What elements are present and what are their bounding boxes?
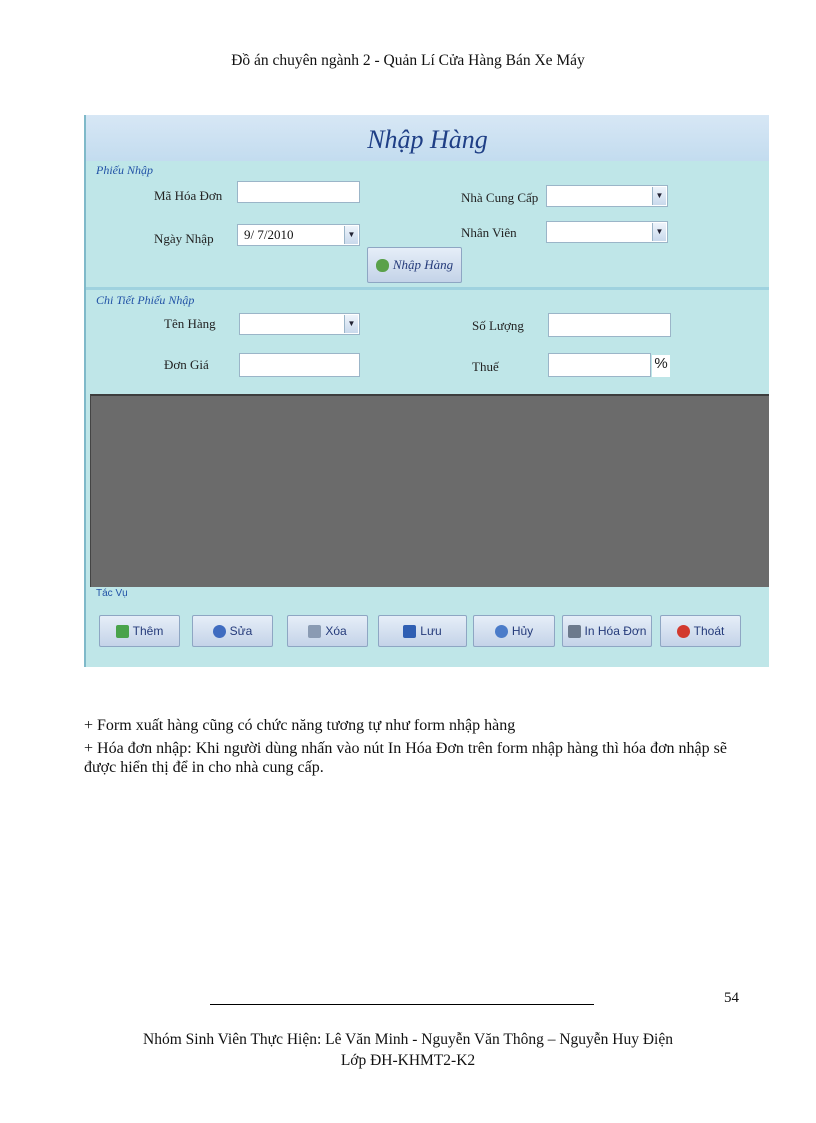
section-label-phieu-nhap: Phiếu Nhập <box>96 163 153 177</box>
paragraph-2: + Hóa đơn nhập: Khi người dùng nhấn vào nút In Hóa Đơn trên form nhập hàng thì hóa đơn nhập sẽ được hiển thị để in cho nhà cung cấp. <box>84 740 727 776</box>
nhap-hang-form <box>84 115 769 667</box>
section-divider <box>86 287 769 290</box>
thoat-button[interactable] <box>660 615 741 647</box>
nha-cung-cap-label: Nhà Cung Cấp <box>461 190 539 205</box>
ngay-nhap-datepicker[interactable] <box>237 224 360 246</box>
ngay-nhap-label: Ngày Nhập <box>154 231 214 246</box>
sua-button-label: Sửa <box>229 624 253 638</box>
printer-icon <box>568 625 581 638</box>
don-gia-input[interactable] <box>239 353 360 377</box>
plus-icon <box>116 625 129 638</box>
luu-button-label: Lưu <box>420 624 442 638</box>
paragraph-1: + Form xuất hàng cũng có chức năng tương tự như form nhập hàng <box>84 717 516 734</box>
chevron-down-icon[interactable]: ▼ <box>344 226 358 244</box>
footer-line-1: Nhóm Sinh Viên Thực Hiện: Lê Văn Minh - Nguyễn Văn Thông – Nguyễn Huy Điện <box>143 1031 673 1048</box>
so-luong-label: Số Lượng <box>472 318 524 333</box>
nhap-hang-button-label: Nhập Hàng <box>392 257 454 272</box>
thue-label: Thuế <box>472 359 499 374</box>
edit-icon <box>213 625 226 638</box>
ten-hang-select[interactable] <box>239 313 360 335</box>
save-icon <box>403 625 416 638</box>
ngay-nhap-value: 9/ 7/2010 <box>244 227 294 242</box>
them-button-label: Thêm <box>132 624 164 638</box>
huy-button[interactable] <box>473 615 555 647</box>
package-icon <box>376 259 389 272</box>
section-label-tac-vu: Tác Vụ <box>96 588 128 599</box>
delete-icon <box>308 625 321 638</box>
chevron-down-icon[interactable]: ▼ <box>344 315 358 333</box>
chi-tiet-data-grid[interactable] <box>90 394 769 587</box>
nhan-vien-select[interactable] <box>546 221 668 243</box>
page-header: Đồ án chuyên ngành 2 - Quản Lí Cửa Hàng Bán Xe Máy <box>231 52 585 69</box>
in-hoa-don-button[interactable] <box>562 615 652 647</box>
thoat-button-label: Thoát <box>693 624 725 638</box>
luu-button[interactable] <box>378 615 467 647</box>
nhap-hang-button[interactable] <box>367 247 462 283</box>
ma-hoa-don-label: Mã Hóa Đơn <box>154 188 223 203</box>
don-gia-label: Đơn Giá <box>164 357 209 372</box>
xoa-button[interactable] <box>287 615 368 647</box>
section-label-chi-tiet: Chi Tiết Phiếu Nhập <box>96 293 195 307</box>
chevron-down-icon[interactable]: ▼ <box>652 187 666 205</box>
thue-input[interactable] <box>548 353 651 377</box>
power-icon <box>677 625 690 638</box>
huy-button-label: Hủy <box>511 624 534 638</box>
sua-button[interactable] <box>192 615 273 647</box>
form-title: Nhập Hàng <box>367 125 488 154</box>
in-hoa-don-button-label: In Hóa Đơn <box>584 624 647 638</box>
percent-sign: % <box>652 355 670 377</box>
undo-icon <box>495 625 508 638</box>
chevron-down-icon[interactable]: ▼ <box>652 223 666 241</box>
footer-line-2: Lớp ĐH-KHMT2-K2 <box>340 1052 476 1069</box>
nhan-vien-label: Nhân Viên <box>461 225 517 240</box>
xoa-button-label: Xóa <box>325 624 347 638</box>
nha-cung-cap-select[interactable] <box>546 185 668 207</box>
them-button[interactable] <box>99 615 180 647</box>
footer-rule <box>210 1004 594 1005</box>
ma-hoa-don-input[interactable] <box>237 181 360 203</box>
page-number: 54 <box>724 990 739 1006</box>
ten-hang-label: Tên Hàng <box>164 316 216 331</box>
so-luong-input[interactable] <box>548 313 671 337</box>
